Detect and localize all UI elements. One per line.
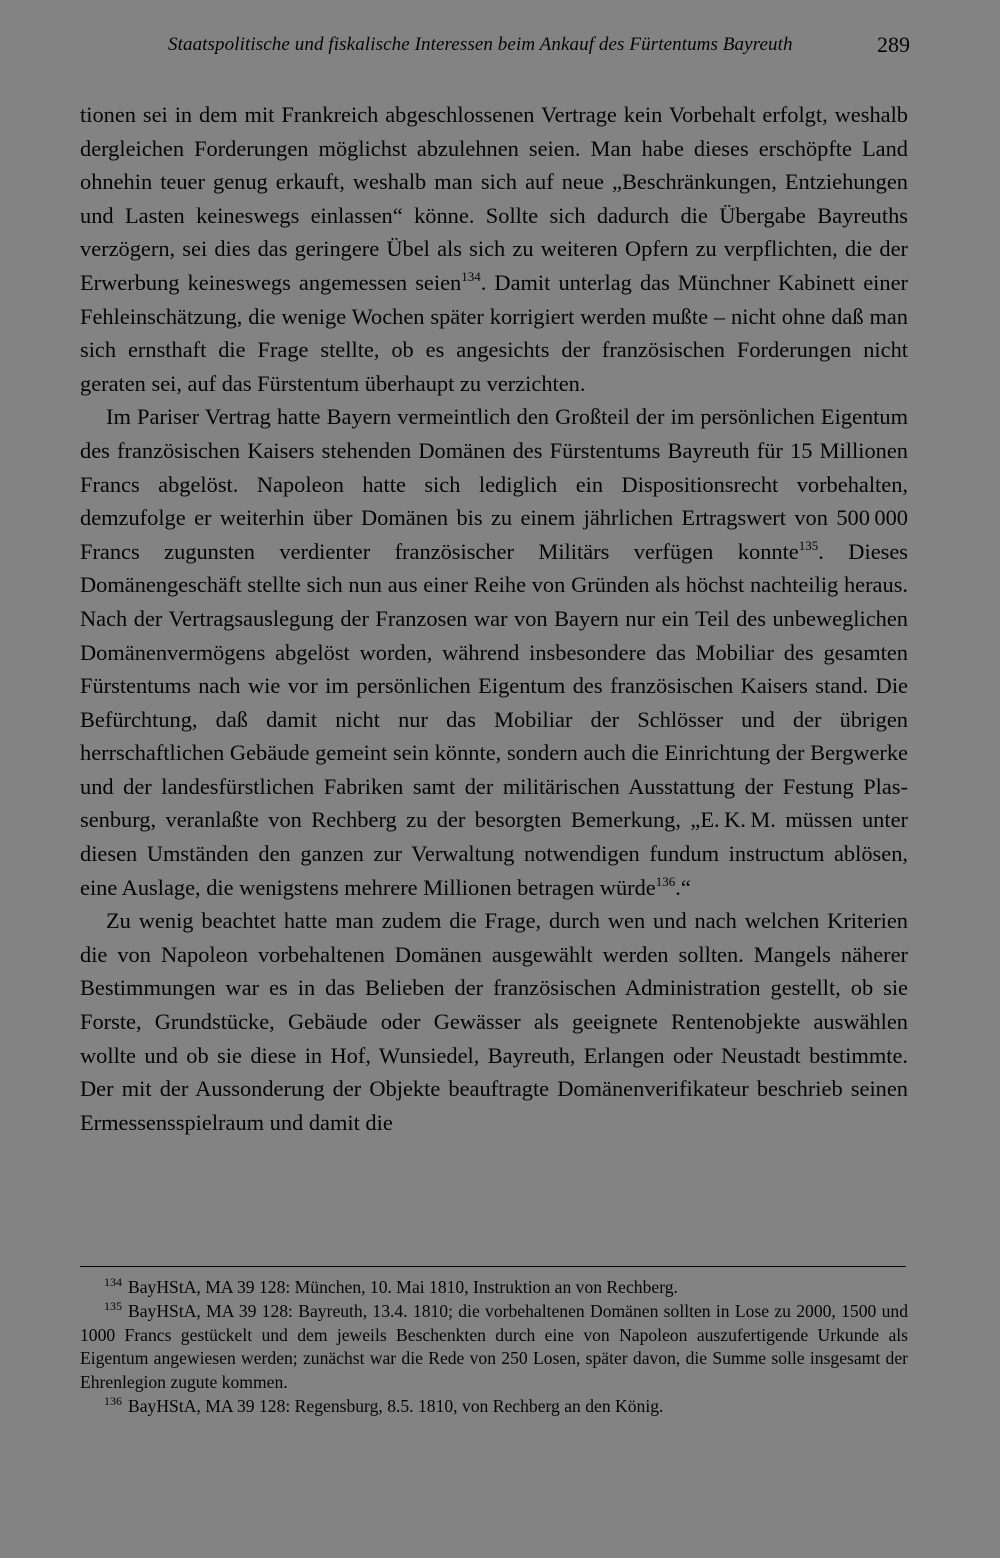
- footnote-ref: 135: [798, 537, 819, 553]
- footnote: [80, 1276, 908, 1300]
- footnote-separator: [80, 1266, 906, 1267]
- paragraph-text: Zu wenig beachtet hatte man zudem die Frage, durch wen und nach welchen Kriterien die von Napoleon vorbehaltenen Domänen ausgewählt werden sollten. Mangels näherer Bestimmungen war es in das Belieben der französischen Administration gestellt, ob sie Forste, Grundstücke, Gebäude oder Gewässer als geeignete Rentenobjekte auswählen wollte und ob sie diese in Hof, Wunsiedel, Bayreuth, Erlangen oder Neustadt bestimmte. Der mit der Aussonderung der Objekte beauftragte Domänenverifikateur beschrieb seinen Ermessensspielraum und damit die: [80, 908, 908, 1135]
- footnote-number: 135: [104, 1298, 122, 1313]
- footnote-text: BayHStA, MA 39 128: München, 10. Mai 1810, Instruktion an von Rechberg.: [128, 1277, 678, 1297]
- page-number: 289: [877, 32, 910, 57]
- footnote-text: BayHStA, MA 39 128: Regensburg, 8.5. 1810, von Rechberg an den König.: [128, 1395, 664, 1416]
- body-text: [80, 98, 908, 1139]
- paragraph: [80, 98, 908, 400]
- paragraph-text: tionen sei in dem mit Frankreich abgeschlossenen Vertrage kein Vorbehalt erfolgt, weshalb dergleichen Forderungen möglichst abzulehnen seien. Man habe dieses erschöpfte Land ohnehin teuer genug erkauft, weshalb man sich auf neue „Beschränkungen, Entziehungen und Lasten keineswegs einlassen“ könne. Sollte sich dadurch die Übergabe Bayreuths verzögern, sei dies das geringere Übel als sich zu weiteren Opfern zu verpflichten, die der Erwerbung keineswegs angemessen seien: [80, 102, 908, 295]
- footnote: [80, 1395, 908, 1419]
- footnote-number: 134: [104, 1275, 122, 1289]
- footnotes: [80, 1276, 908, 1419]
- footnote-ref: 136: [655, 873, 676, 889]
- paragraph: [80, 904, 908, 1139]
- running-title: Staatspolitische und fiskalische Interessen beim Ankauf des Fürtentums Bayreuth: [168, 34, 793, 55]
- paragraph-text: . Damit unterlag das Münchner Kabinett einer Fehleinschätzung, die wenige Wochen später korrigiert werden mußte – nicht ohne daß man sich ernsthaft die Frage stellte, ob es angesichts der französischen Forderungen nicht geraten sei, auf das Fürstentum überhaupt zu verzichten.: [80, 269, 908, 396]
- paragraph-text: . Dieses Domänengeschäft stellte sich nun aus einer Reihe von Gründen als höchst nachteilig heraus. Nach der Vertragsauslegung der Franzosen war von Bayern nur ein Teil des unbeweglichen Domänenvermögens abgelöst worden, während insbesondere das Mobiliar des gesamten Fürstentums nach wie vor im persönlichen Eigentum des französischen Kaisers stand. Die Befürchtung, daß damit nicht nur das Mobiliar der Schlösser und der übrigen herrschaftlichen Gebäude gemeint sein könnte, sondern auch die Einrichtung der Bergwerke und der landesfürstlichen Fabriken samt der militärischen Ausstattung der Festung Plassenburg, veranlaßte von Rechberg zu der besorgten Bemerkung, „E. K. M. müssen unter diesen Umständen den ganzen zur Verwaltung notwendigen fundum instructum ablösen, eine Auslage, die wenigstens mehrere Millionen betragen würde: [80, 538, 908, 900]
- footnote-text: BayHStA, MA 39 128: Bayreuth, 13.4. 1810; die vorbehaltenen Domänen sollten in Lose zu 2000, 1500 und 1000 Francs gestückelt und dem jeweils Beschenkten durch eine von Napoleon auszufertigende Urkunde als Eigentum angewiesen werden; zunächst war die Rede von 250 Losen, später davon, die Summe solle insgesamt der Ehrenlegion zugute kommen.: [80, 1300, 908, 1393]
- footnote: [80, 1300, 908, 1395]
- paragraph-text: .“: [675, 874, 691, 900]
- running-head: [80, 34, 910, 64]
- footnote-number: 136: [104, 1393, 122, 1408]
- paragraph-text: Im Pariser Vertrag hatte Bayern vermeintlich den Großteil der im persönlichen Eigentum des französischen Kaisers stehenden Domänen des Fürstentums Bayreuth für 15 Millionen Francs abgelöst. Napoleon hatte sich lediglich ein Dispositionsrecht vorbehalten, demzufolge er weiterhin über Domänen bis zu einem jährlichen Ertragswert von 500 000 Francs zugunsten verdienter französischer Militärs verfügen konnte: [80, 404, 908, 564]
- paragraph: [80, 400, 908, 904]
- footnote-ref: 134: [461, 268, 481, 284]
